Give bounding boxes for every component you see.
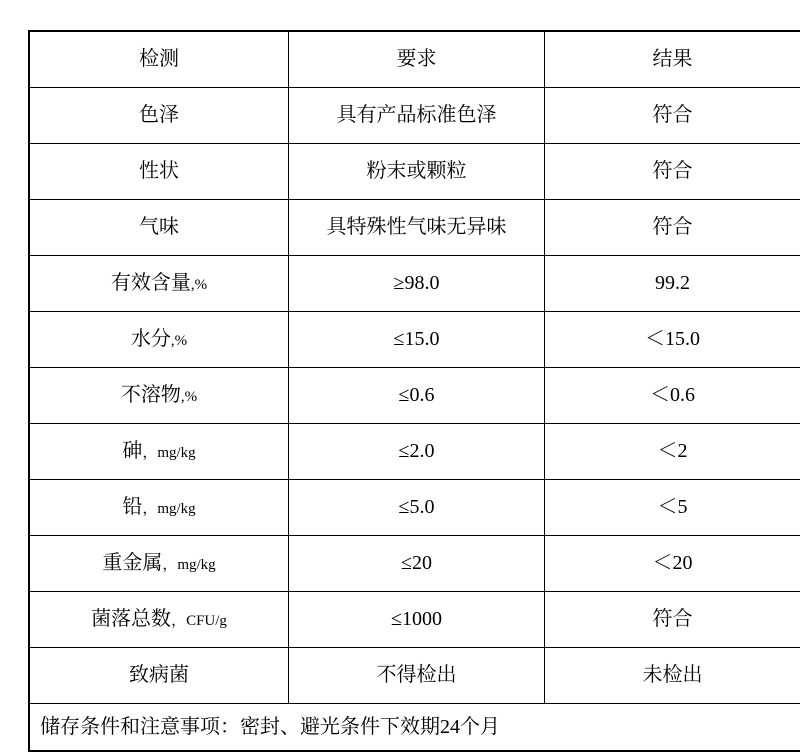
table-row bbox=[29, 88, 800, 144]
cell-requirement: 具有产品标准色泽 bbox=[289, 88, 545, 144]
cell-result: 符合 bbox=[545, 592, 800, 648]
cell-requirement: ≤0.6 bbox=[289, 368, 545, 424]
cell-item bbox=[29, 256, 289, 312]
cell-item-name: 气味 bbox=[139, 216, 179, 238]
cell-item bbox=[29, 368, 289, 424]
cell-result: 未检出 bbox=[545, 648, 800, 704]
cell-item-unit: ，mg/kg bbox=[142, 445, 195, 461]
cell-item bbox=[29, 424, 289, 480]
cell-item-name: 致病菌 bbox=[129, 664, 189, 686]
cell-item bbox=[29, 88, 289, 144]
table-row bbox=[29, 648, 800, 704]
cell-result: ＜0.6 bbox=[545, 368, 800, 424]
cell-item-name: 菌落总数 bbox=[91, 608, 171, 630]
cell-item-name: 重金属 bbox=[102, 552, 162, 574]
cell-requirement: 粉末或颗粒 bbox=[289, 144, 545, 200]
cell-item-unit: ，mg/kg bbox=[142, 501, 195, 517]
cell-item-name: 性状 bbox=[139, 160, 179, 182]
cell-requirement: ≤1000 bbox=[289, 592, 545, 648]
cell-item bbox=[29, 648, 289, 704]
cell-result: ＜5 bbox=[545, 480, 800, 536]
cell-item-unit: ,% bbox=[181, 389, 197, 405]
cell-item-name: 色泽 bbox=[139, 104, 179, 126]
cell-item-name: 水分 bbox=[131, 328, 171, 350]
table-row bbox=[29, 480, 800, 536]
specification-table bbox=[28, 30, 800, 752]
cell-item bbox=[29, 536, 289, 592]
table-row bbox=[29, 200, 800, 256]
cell-requirement: ≤5.0 bbox=[289, 480, 545, 536]
cell-result: ＜15.0 bbox=[545, 312, 800, 368]
table-row bbox=[29, 144, 800, 200]
cell-item-unit: ,% bbox=[191, 277, 207, 293]
cell-result: 99.2 bbox=[545, 256, 800, 312]
cell-requirement: ≤2.0 bbox=[289, 424, 545, 480]
table-row bbox=[29, 536, 800, 592]
cell-requirement: 不得检出 bbox=[289, 648, 545, 704]
cell-item bbox=[29, 480, 289, 536]
cell-result: 符合 bbox=[545, 88, 800, 144]
cell-result: 符合 bbox=[545, 144, 800, 200]
table-header-cell-item: 检测 bbox=[29, 31, 289, 88]
cell-item-name: 铅 bbox=[122, 496, 142, 518]
cell-item bbox=[29, 312, 289, 368]
table-row bbox=[29, 592, 800, 648]
cell-item-unit: ，CFU/g bbox=[171, 613, 227, 629]
cell-item bbox=[29, 592, 289, 648]
cell-requirement: ≤20 bbox=[289, 536, 545, 592]
cell-result: ＜2 bbox=[545, 424, 800, 480]
cell-item-name: 有效含量 bbox=[111, 272, 191, 294]
cell-requirement: ≤15.0 bbox=[289, 312, 545, 368]
storage-note: 储存条件和注意事项：密封、避光条件下效期24个月 bbox=[29, 704, 800, 752]
table-row bbox=[29, 424, 800, 480]
cell-item-name: 砷 bbox=[122, 440, 142, 462]
table-row bbox=[29, 368, 800, 424]
cell-item bbox=[29, 200, 289, 256]
cell-result: 符合 bbox=[545, 200, 800, 256]
cell-result: ＜20 bbox=[545, 536, 800, 592]
cell-item-unit: ，mg/kg bbox=[162, 557, 215, 573]
cell-item bbox=[29, 144, 289, 200]
table-body bbox=[29, 31, 800, 751]
table-header-cell-result: 结果 bbox=[545, 31, 800, 88]
table-row bbox=[29, 312, 800, 368]
table-header-row bbox=[29, 31, 800, 88]
table-footer-row bbox=[29, 704, 800, 752]
cell-requirement: 具特殊性气味无异味 bbox=[289, 200, 545, 256]
table-row bbox=[29, 256, 800, 312]
cell-item-name: 不溶物 bbox=[121, 384, 181, 406]
table-header-cell-requirement: 要求 bbox=[289, 31, 545, 88]
cell-requirement: ≥98.0 bbox=[289, 256, 545, 312]
cell-item-unit: ,% bbox=[171, 333, 187, 349]
